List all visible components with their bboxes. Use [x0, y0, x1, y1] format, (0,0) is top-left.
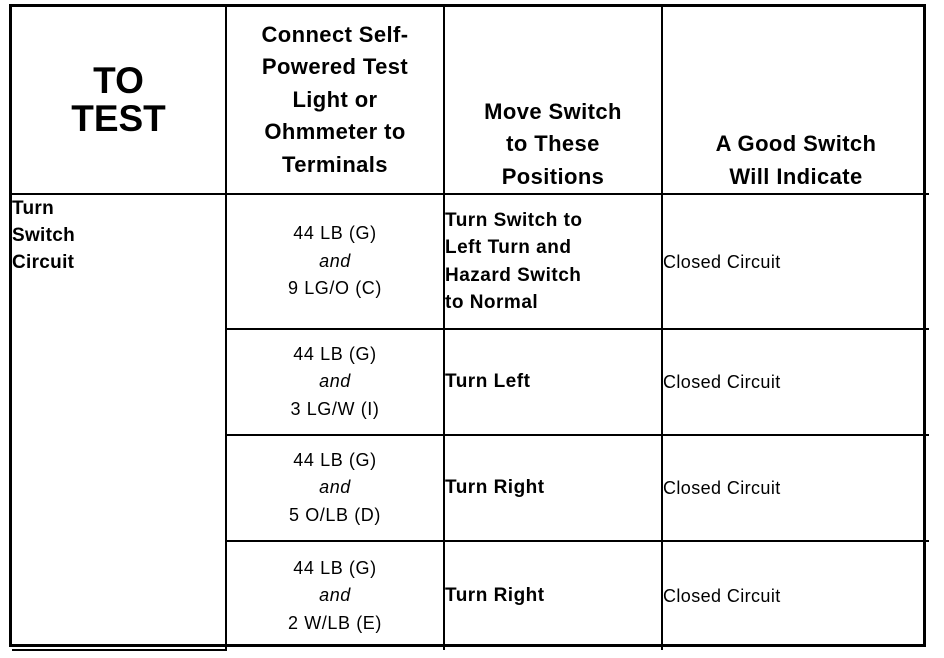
circuit-label-line: Circuit — [12, 252, 75, 273]
positions-cell — [444, 435, 662, 541]
to-test-header — [12, 7, 226, 194]
header-line: Powered Test — [261, 54, 409, 80]
terminal-joiner: and — [319, 585, 351, 606]
position-line: Turn Right — [445, 477, 545, 499]
header-row — [12, 7, 929, 194]
result-text: Closed Circuit — [663, 372, 781, 392]
position-line: Hazard Switch — [445, 264, 582, 286]
switch-positions-header — [444, 7, 662, 194]
result-text: Closed Circuit — [663, 251, 781, 272]
terminals-cell — [226, 541, 444, 650]
good-switch-header — [662, 7, 929, 194]
switch-test-chart — [9, 4, 926, 647]
header-line: Positions — [501, 163, 605, 189]
terminal-b: 5 O/LB (D) — [288, 504, 382, 525]
result-cell — [662, 435, 929, 541]
to-test-line: TO — [93, 60, 144, 101]
terminals-cell — [226, 329, 444, 435]
header-line: to These — [506, 131, 600, 156]
terminal-b: 3 LG/W (I) — [290, 398, 380, 419]
result-text: Closed Circuit — [663, 478, 781, 498]
table-row — [12, 194, 929, 329]
circuit-label-cell — [12, 194, 226, 650]
terminal-a: 44 LB (G) — [293, 557, 377, 578]
terminal-a: 44 LB (G) — [293, 449, 377, 470]
header-line: Ohmmeter to — [264, 119, 406, 145]
result-cell — [662, 194, 929, 329]
position-line: Turn Switch to — [445, 209, 583, 231]
positions-cell — [444, 194, 662, 329]
positions-cell — [444, 541, 662, 650]
position-line: Turn Left — [445, 371, 531, 393]
terminal-b: 9 LG/O (C) — [287, 278, 382, 299]
header-line: Will Indicate — [729, 163, 863, 189]
header-line: Connect Self- — [261, 21, 409, 47]
terminal-joiner: and — [319, 371, 351, 392]
terminals-cell — [226, 435, 444, 541]
result-cell — [662, 329, 929, 435]
terminals-cell — [226, 194, 444, 329]
result-text: Closed Circuit — [663, 586, 781, 606]
header-line: A Good Switch — [715, 131, 877, 156]
position-line: Turn Right — [445, 585, 545, 607]
position-line: Left Turn and — [445, 237, 572, 258]
terminal-b: 2 W/LB (E) — [287, 612, 382, 633]
header-line: Light or — [292, 86, 378, 112]
circuit-label-line: Switch — [12, 225, 76, 246]
terminal-joiner: and — [319, 477, 351, 498]
switch-test-table — [12, 7, 929, 651]
terminal-a: 44 LB (G) — [293, 343, 377, 364]
header-line: Terminals — [282, 151, 388, 177]
terminal-a: 44 LB (G) — [293, 223, 377, 244]
header-line: Move Switch — [484, 98, 622, 124]
positions-cell — [444, 329, 662, 435]
connect-terminals-header — [226, 7, 444, 194]
result-cell — [662, 541, 929, 650]
terminal-joiner: and — [319, 250, 351, 271]
circuit-label-line: Turn — [12, 198, 55, 219]
position-line: to Normal — [445, 292, 539, 313]
to-test-line: TEST — [71, 98, 166, 139]
